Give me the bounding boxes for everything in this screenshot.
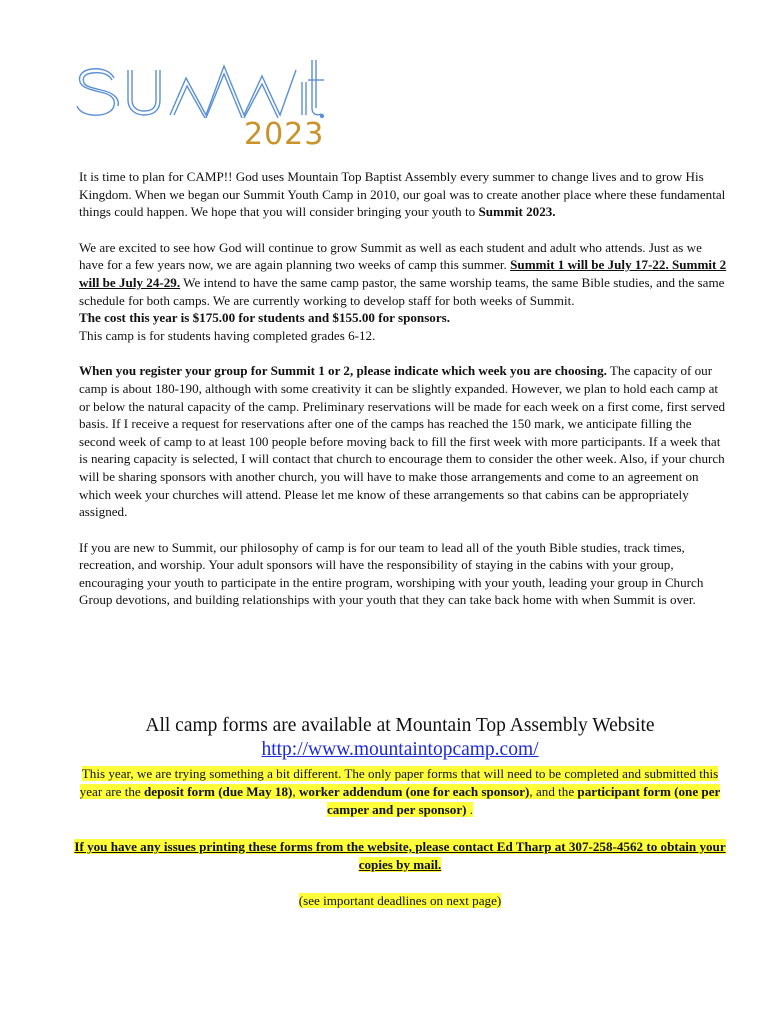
intro-text: It is time to plan for CAMP!! God uses Mountain Top Baptist Assembly every summer to change lives and to grow His Kingdom. When we began our Summit Youth Camp in 2010, our goal was to create another place where these fundamental things could happen. We hope that you will consider bringing your youth to [79,169,726,220]
summit-logo-wordmark [74,56,326,120]
intro-summit-year: Summit 2023. [478,204,556,220]
printing-issues-notice: If you have any issues printing these forms from the website, please contact Ed Tharp at 307-258-4562 to obtain your copies by mail. [74,839,726,872]
summit-2023-logo [74,56,334,156]
philosophy-paragraph: If you are new to Summit, our philosophy of camp is for our team to lead all of the youth Bible studies, track times, recreation, and worship. Your adult sponsors will have the responsibility of staying in the cabins with your group, encouraging your youth to participate in the entire program, worshiping with your youth, leading your group in Church Group devotions, and building relationships with your youth that they can take back home with when Summit is over. [79,539,704,608]
dates-detail-text: We intend to have the same camp pastor, the same worship teams, the same Bible studies, and the same schedule for both camps. We are currently working to develop staff for both weeks of Summit. [79,274,725,308]
worker-addendum: worker addendum (one for each sponsor) [298,783,530,799]
dates-paragraph [79,239,729,309]
grades-line: This camp is for students having completed grades 6-12. [79,327,376,343]
summit-dates: Summit 1 will be July 17-22. Summit 2 will be July 24-29. [79,257,727,290]
deadline-note: (see important deadlines on next page) [298,893,502,908]
registration-paragraph [79,362,729,520]
deposit-form: deposit form (due May 18) [144,783,293,799]
participant-form: participant form (one per camper and per sponsor) [326,783,721,817]
cost-line: The cost this year is $175.00 for students and $155.00 for sponsors. [79,310,451,326]
logo-year: 2023 [244,117,325,152]
registration-instruction: When you register your group for Summit 1 or 2, please indicate which week you are choosing. [79,363,607,379]
intro-paragraph [79,168,729,221]
letter-body [79,168,729,609]
forms-heading: All camp forms are available at Mountain Top Assembly Website [145,715,655,736]
registration-text: The capacity of our camp is about 180-190, although with some creativity it can be slightly expanded. However, we plan to hold each camp at or below the natural capacity of the camp. Preliminary reservations will be made for each week on a first come, first served basis. If I receive a request for reservations after one of the camps has reached the 150 mark, we anticipate filling the second week of camp to at least 100 people before moving back to fill the first week with more participants. If a week that is nearing capacity is selected, I will contact that church to encourage them to consider the other week. Also, if your church will be sharing sponsors with another church, you will have to make those arrangements and come to an agreement on which week your churches will attend. Please let me know of these arrangements so that cabins can be appropriately assigned. [79,363,726,520]
paper-forms-notice: This year, we are trying something a bit different. The only paper forms that will need to be completed and submitted this year are the deposit form (due May 18), worker addendum (one for each sponsor), and the participant form (one per camper and per sponsor) . [79,766,721,817]
dates-intro-text: We are excited to see how God will continue to grow Summit as well as each student and adult who attends. Just as we have for a few years now, we are again planning two weeks of camp this summer. [79,239,702,273]
website-link[interactable]: http://www.mountaintopcamp.com/ [261,739,539,760]
notice-text: This year, we are trying something a bit different. The only paper forms that will need to be completed and submitted this year are the [79,766,719,799]
